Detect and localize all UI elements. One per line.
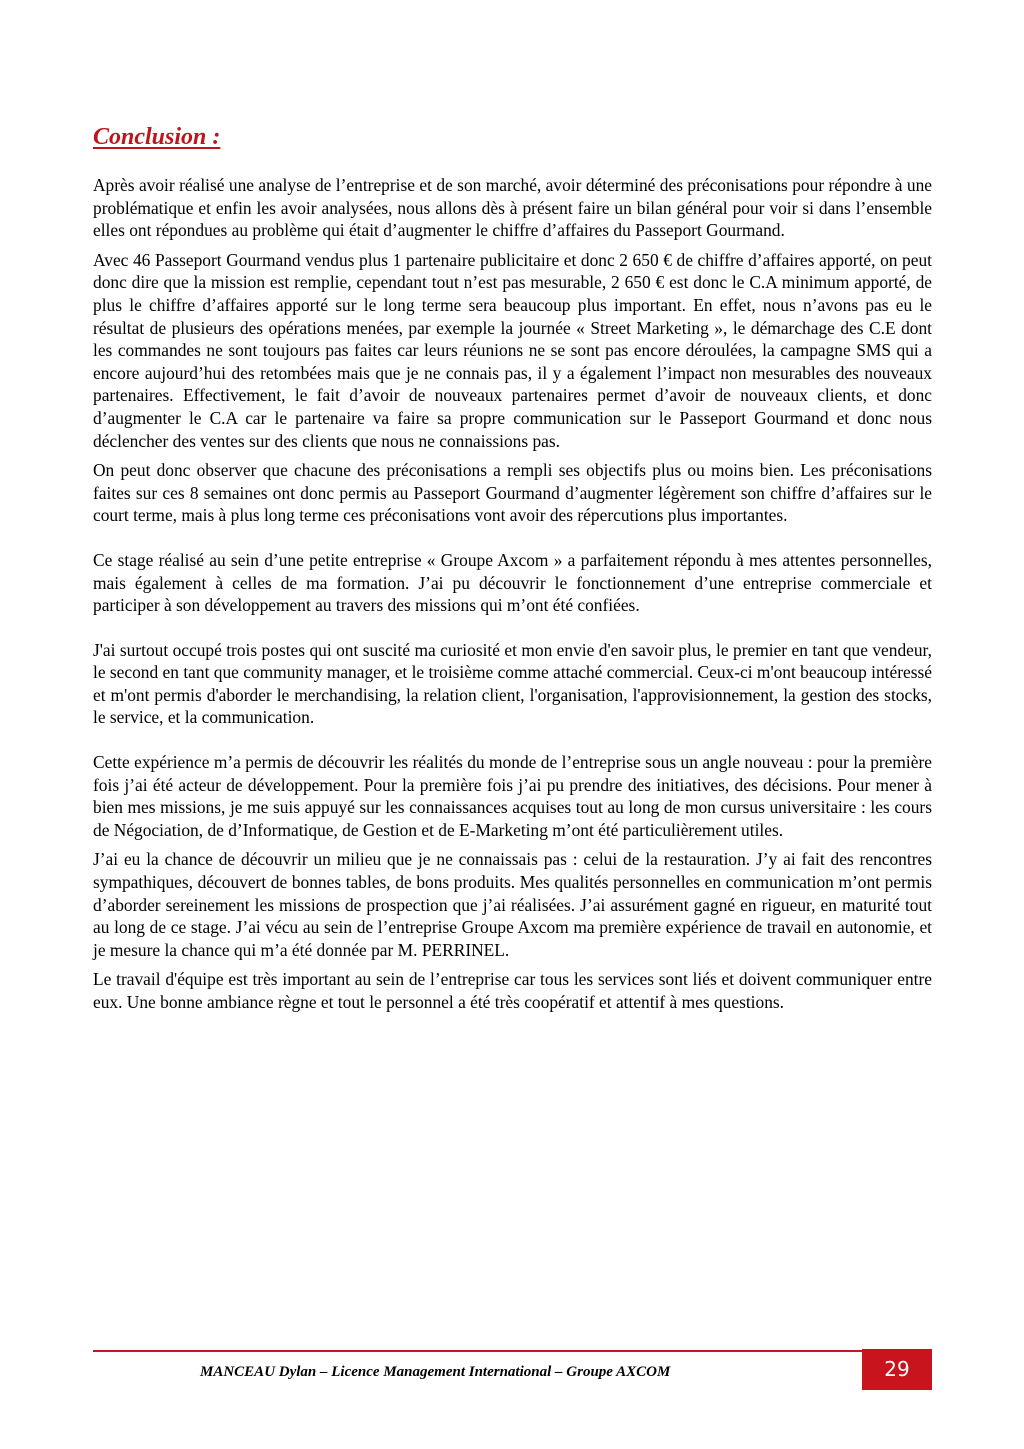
paragraph: Le travail d'équipe est très important au sein de l’entreprise car tous les services sont liés et doivent communiquer entre eux. Une bonne ambiance règne et tout le personnel a été très coopératif et attentif à mes questions. [93,969,932,1012]
paragraph: J'ai surtout occupé trois postes qui ont suscité ma curiosité et mon envie d'en savoir plus, le premier en tant que vendeur, le second en tant que community manager, et le troisième comme attaché commercial. Ceux-ci m'ont beaucoup intéressé et m'ont permis d'aborder le merchandising, la relation client, l'organisation, l'approvisionnement, la gestion des stocks, le service, et la communication. [93,639,932,728]
paragraph: Ce stage réalisé au sein d’une petite entreprise « Groupe Axcom » a parfaitement répondu à mes attentes personnelles, mais également à celles de ma formation. J’ai pu découvrir le fonctionnement d’une entreprise commerciale et participer à son développement au travers des missions qui m’ont été confiées. [93,549,932,616]
section-heading: Conclusion : [93,124,221,150]
footer-text: MANCEAU Dylan – Licence Management International – Groupe AXCOM [200,1364,671,1380]
footer-divider [93,1350,863,1352]
paragraph: Après avoir réalisé une analyse de l’entreprise et de son marché, avoir déterminé des préconisations pour répondre à une problématique et enfin les avoir analysées, nous allons dès à présent faire un bilan général pour voir si dans l’ensemble elles ont répondues au problème qui était d’augmenter le chiffre d’affaires du Passeport Gourmand. [93,175,932,241]
paragraph: Cette expérience m’a permis de découvrir les réalités du monde de l’entreprise sous un angle nouveau : pour la première fois j’ai été acteur de développement. Pour la première fois j’ai pu prendre des initiatives, des décisions. Pour mener à bien mes missions, je me suis appuyé sur les connaissances acquises tout au long de mon cursus universitaire : les cours de Négociation, de d’Informatique, de Gestion et de E-Marketing m’ont été particulièrement utiles. [93,752,932,840]
body-text [93,174,932,1014]
paragraph: On peut donc observer que chacune des préconisations a rempli ses objectifs plus ou moins bien. Les préconisations faites sur ces 8 semaines ont donc permis au Passeport Gourmand d’augmenter légèrement son chiffre d’affaires sur le court terme, mais à plus long terme ces préconisations vont avoir des répercutions plus importantes. [93,460,932,526]
page-number-badge: 29 [862,1349,932,1390]
paragraph: J’ai eu la chance de découvrir un milieu que je ne connaissais pas : celui de la restauration. J’y ai fait des rencontres sympathiques, découvert de bonnes tables, de bons produits. Mes qualités personnelles en communication m’ont permis d’aborder sereinement les missions de prospection que j’ai réalisées. J’ai assurément gagné en rigueur, en maturité tout au long de ce stage. J’ai vécu au sein de l’entreprise Groupe Axcom ma première expérience de travail en autonomie, et je mesure la chance qui m’a été donnée par M. PERRINEL. [93,849,932,960]
paragraph: Avec 46 Passeport Gourmand vendus plus 1 partenaire publicitaire et donc 2 650 € de chiffre d’affaires apporté, on peut donc dire que la mission est remplie, cependant tout n’est pas mesurable, 2 650 € est donc le C.A minimum apporté, de plus le chiffre d’affaires apporté sur le long terme sera beaucoup plus important. En effet, nous n’avons pas eu le résultat de plusieurs des opérations menées, par exemple la journée « Street Marketing », le démarchage des C.E dont les commandes ne sont toujours pas faites car leurs réunions ne se sont pas encore déroulées, la campagne SMS qui a encore aujourd’hui des retombées mais que je ne connais pas, il y a également l’impact non mesurables des nouveaux partenaires. Effectivement, le fait d’avoir de nouveaux partenaires permet d’avoir de nouveaux clients, et donc d’augmenter le C.A car le partenaire va faire sa propre communication sur le Passeport Gourmand et donc nous déclencher des ventes sur des clients que nous ne connaissions pas. [93,249,932,451]
